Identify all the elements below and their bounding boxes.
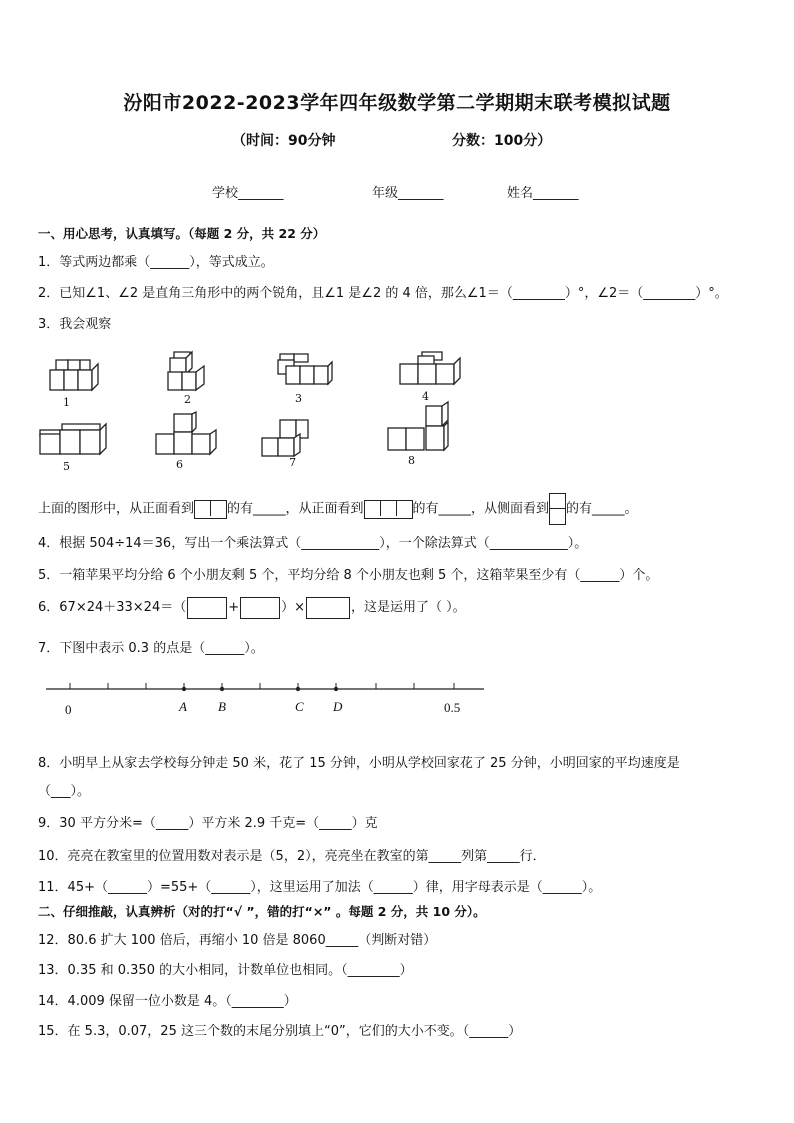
q3-text-b: 的有_____，从正面看到 <box>227 501 364 517</box>
number-line-point-a: A <box>179 699 187 714</box>
number-line-point-b: B <box>218 699 226 714</box>
figure-label-6: 6 <box>176 458 183 471</box>
cube-figure-4 <box>398 350 464 388</box>
question-15: 15．在 5.3，0.07，25 这三个数的末尾分别填上“0”，它们的大小不变。（______） <box>38 1024 522 1039</box>
figure-label-3: 3 <box>295 392 302 405</box>
three-square-view-icon <box>364 500 413 519</box>
cube-figure-3 <box>274 350 334 390</box>
two-square-view-icon <box>194 500 227 519</box>
number-line-label-0: 0 <box>65 702 72 717</box>
section-heading-2: 二、仔细推敲，认真辨析（对的打“√ ”，错的打“×” 。每题 2 分，共 10 分）。 <box>38 904 486 919</box>
q6-blank-1[interactable] <box>187 597 227 619</box>
cube-figure-8 <box>386 402 456 454</box>
question-12: 12．80.6 扩大 100 倍后，再缩小 10 倍是 8060_____（判断对错） <box>38 933 437 948</box>
stacked-square-view-icon <box>549 493 566 525</box>
section-heading-1: 一、用心思考，认真填写。（每题 2 分，共 22 分） <box>38 226 326 241</box>
question-1: 1．等式两边都乘（______），等式成立。 <box>38 255 274 270</box>
question-10: 10．亮亮在教室里的位置用数对表示是（5，2），亮亮坐在教室的第_____列第_____行． <box>38 849 546 864</box>
cube-figure-5 <box>38 422 108 458</box>
q3-text-a: 上面的图形中，从正面看到 <box>38 501 195 517</box>
question-11: 11．45+（______）=55+（______），这里运用了加法（______）律，用字母表示是（______）。 <box>38 880 602 895</box>
figure-label-5: 5 <box>63 460 70 473</box>
q6-plus: + <box>228 600 240 615</box>
exam-score: 分数：100分） <box>452 133 552 149</box>
number-line-label-end: 0.5 <box>444 700 461 715</box>
question-9: 9．30 平方分米=（_____）平方米 2.9 千克=（_____）克 <box>38 816 378 831</box>
question-3: 3．我会观察 <box>38 317 112 332</box>
grade-field[interactable]: 年级_______ <box>372 186 444 201</box>
cube-figure-1 <box>46 356 102 396</box>
q6-blank-2[interactable] <box>240 597 280 619</box>
figure-label-4: 4 <box>422 390 429 403</box>
q3-text-c: 的有_____，从侧面看到 <box>412 501 550 517</box>
question-3-answers <box>38 493 638 525</box>
school-field[interactable]: 学校_______ <box>212 186 284 201</box>
cube-figure-2 <box>164 350 214 394</box>
number-line-point-c: C <box>295 699 304 714</box>
question-8-line-1: 8．小明早上从家去学校每分钟走 50 米，花了 15 分钟，小明从学校回家花了 25 分钟，小明回家的平均速度是 <box>38 756 680 771</box>
number-line <box>40 676 490 696</box>
q6-text-b: ）× <box>281 600 306 615</box>
name-field[interactable]: 姓名_______ <box>507 186 579 201</box>
question-13: 13．0.35 和 0.350 的大小相同，计数单位也相同。（________） <box>38 963 413 978</box>
page-title: 汾阳市2022-2023学年四年级数学第二学期期末联考模拟试题 <box>123 92 671 114</box>
q3-text-d: 的有_____。 <box>566 501 638 517</box>
question-8-line-2: （___）。 <box>38 784 91 799</box>
cube-figure-7 <box>260 416 316 458</box>
q6-blank-3[interactable] <box>306 597 350 619</box>
question-14: 14．4.009 保留一位小数是 4。（________） <box>38 994 297 1009</box>
q6-text-a: 6．67×24＋33×24＝（ <box>38 600 187 615</box>
question-7: 7．下图中表示 0.3 的点是（______）。 <box>38 641 264 656</box>
question-2: 2．已知∠1、∠2 是直角三角形中的两个锐角，且∠1 是∠2 的 4 倍，那么∠1＝（________）°，∠2＝（________）°。 <box>38 286 728 301</box>
question-4: 4．根据 504÷14＝36，写出一个乘法算式（____________），一个除法算式（____________）。 <box>38 536 588 551</box>
figure-label-2: 2 <box>184 393 191 406</box>
cube-figure-6 <box>154 412 220 458</box>
figure-label-8: 8 <box>408 454 415 467</box>
figure-label-7: 7 <box>289 456 296 469</box>
q6-text-c: ，这是运用了（ ）。 <box>351 600 466 615</box>
number-line-point-d: D <box>333 699 343 714</box>
question-5: 5．一箱苹果平均分给 6 个小朋友剩 5 个，平均分给 8 个小朋友也剩 5 个，这箱苹果至少有（______）个。 <box>38 568 659 583</box>
question-6 <box>38 596 466 619</box>
figure-label-1: 1 <box>63 396 70 409</box>
exam-time: （时间：90分钟 <box>232 133 336 149</box>
